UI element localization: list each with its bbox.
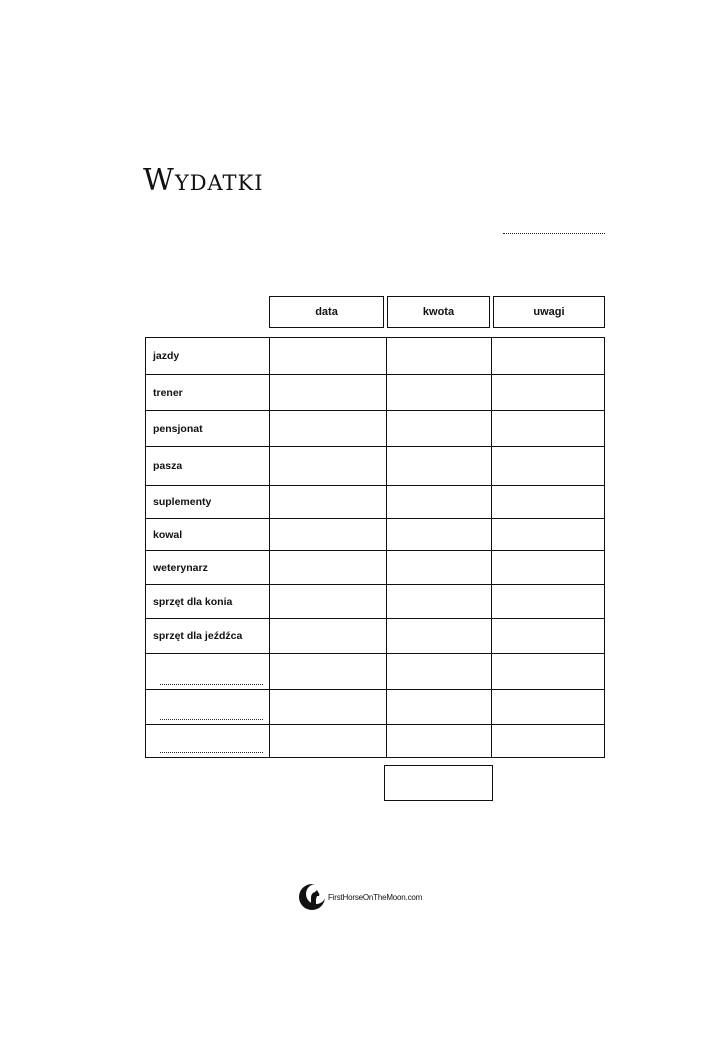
table-row bbox=[146, 518, 604, 550]
row-label: trener bbox=[153, 386, 183, 399]
row-label-cell bbox=[146, 338, 269, 374]
data-cell[interactable] bbox=[269, 690, 386, 724]
row-label-cell bbox=[146, 447, 269, 485]
uwagi-cell[interactable] bbox=[491, 486, 603, 518]
uwagi-cell[interactable] bbox=[491, 619, 603, 653]
kwota-cell[interactable] bbox=[386, 486, 491, 518]
kwota-cell[interactable] bbox=[386, 619, 491, 653]
data-cell[interactable] bbox=[269, 585, 386, 618]
row-label-cell[interactable] bbox=[146, 725, 269, 757]
uwagi-cell[interactable] bbox=[491, 654, 603, 689]
expenses-table bbox=[145, 337, 605, 758]
blank-label-line[interactable] bbox=[160, 719, 263, 720]
kwota-cell[interactable] bbox=[386, 447, 491, 485]
kwota-cell[interactable] bbox=[386, 375, 491, 410]
uwagi-cell[interactable] bbox=[491, 519, 603, 550]
total-box[interactable] bbox=[384, 765, 493, 801]
data-cell[interactable] bbox=[269, 619, 386, 653]
table-row bbox=[146, 653, 604, 689]
data-cell[interactable] bbox=[269, 654, 386, 689]
kwota-cell[interactable] bbox=[386, 585, 491, 618]
row-label: weterynarz bbox=[153, 561, 208, 574]
header-uwagi: uwagi bbox=[493, 296, 605, 328]
uwagi-cell[interactable] bbox=[491, 690, 603, 724]
table-row bbox=[146, 618, 604, 653]
footer-brand bbox=[298, 882, 422, 912]
uwagi-cell[interactable] bbox=[491, 725, 603, 757]
uwagi-cell[interactable] bbox=[491, 447, 603, 485]
horse-moon-logo-icon bbox=[298, 883, 326, 911]
table-row bbox=[146, 550, 604, 584]
table-row bbox=[146, 410, 604, 446]
row-label: pasza bbox=[153, 460, 183, 472]
uwagi-cell[interactable] bbox=[491, 585, 603, 618]
data-cell[interactable] bbox=[269, 551, 386, 584]
row-label: jazdy bbox=[153, 350, 180, 362]
row-label-cell bbox=[146, 585, 269, 618]
header-kwota: kwota bbox=[387, 296, 490, 328]
table-row bbox=[146, 689, 604, 724]
data-cell[interactable] bbox=[269, 411, 386, 446]
date-blank-line[interactable] bbox=[503, 233, 605, 234]
table-row bbox=[146, 374, 604, 410]
data-cell[interactable] bbox=[269, 375, 386, 410]
uwagi-cell[interactable] bbox=[491, 411, 603, 446]
table-row bbox=[146, 724, 604, 757]
row-label-cell bbox=[146, 486, 269, 518]
row-label-cell bbox=[146, 551, 269, 584]
row-label: sprzęt dla konia bbox=[153, 595, 233, 608]
kwota-cell[interactable] bbox=[386, 690, 491, 724]
data-cell[interactable] bbox=[269, 725, 386, 757]
table-row bbox=[146, 485, 604, 518]
kwota-cell[interactable] bbox=[386, 551, 491, 584]
row-label: sprzęt dla jeźdźca bbox=[153, 630, 243, 642]
data-cell[interactable] bbox=[269, 486, 386, 518]
row-label-cell bbox=[146, 519, 269, 550]
row-label: pensjonat bbox=[153, 422, 203, 435]
row-label-cell bbox=[146, 411, 269, 446]
row-label-cell bbox=[146, 375, 269, 410]
table-row bbox=[146, 446, 604, 485]
uwagi-cell[interactable] bbox=[491, 375, 603, 410]
row-label-cell[interactable] bbox=[146, 690, 269, 724]
uwagi-cell[interactable] bbox=[491, 338, 603, 374]
row-label: suplementy bbox=[153, 496, 212, 508]
table-row bbox=[146, 338, 604, 374]
data-cell[interactable] bbox=[269, 338, 386, 374]
data-cell[interactable] bbox=[269, 519, 386, 550]
kwota-cell[interactable] bbox=[386, 519, 491, 550]
row-label-cell[interactable] bbox=[146, 654, 269, 689]
header-data: data bbox=[269, 296, 384, 328]
kwota-cell[interactable] bbox=[386, 654, 491, 689]
page-title: Wydatki bbox=[143, 163, 264, 198]
brand-name: FirstHorseOnTheMoon.com bbox=[328, 892, 423, 902]
blank-label-line[interactable] bbox=[160, 684, 263, 685]
blank-label-line[interactable] bbox=[160, 752, 263, 753]
kwota-cell[interactable] bbox=[386, 338, 491, 374]
kwota-cell[interactable] bbox=[386, 725, 491, 757]
row-label: kowal bbox=[153, 528, 183, 541]
uwagi-cell[interactable] bbox=[491, 551, 603, 584]
row-label-cell bbox=[146, 619, 269, 653]
kwota-cell[interactable] bbox=[386, 411, 491, 446]
table-row bbox=[146, 584, 604, 618]
data-cell[interactable] bbox=[269, 447, 386, 485]
